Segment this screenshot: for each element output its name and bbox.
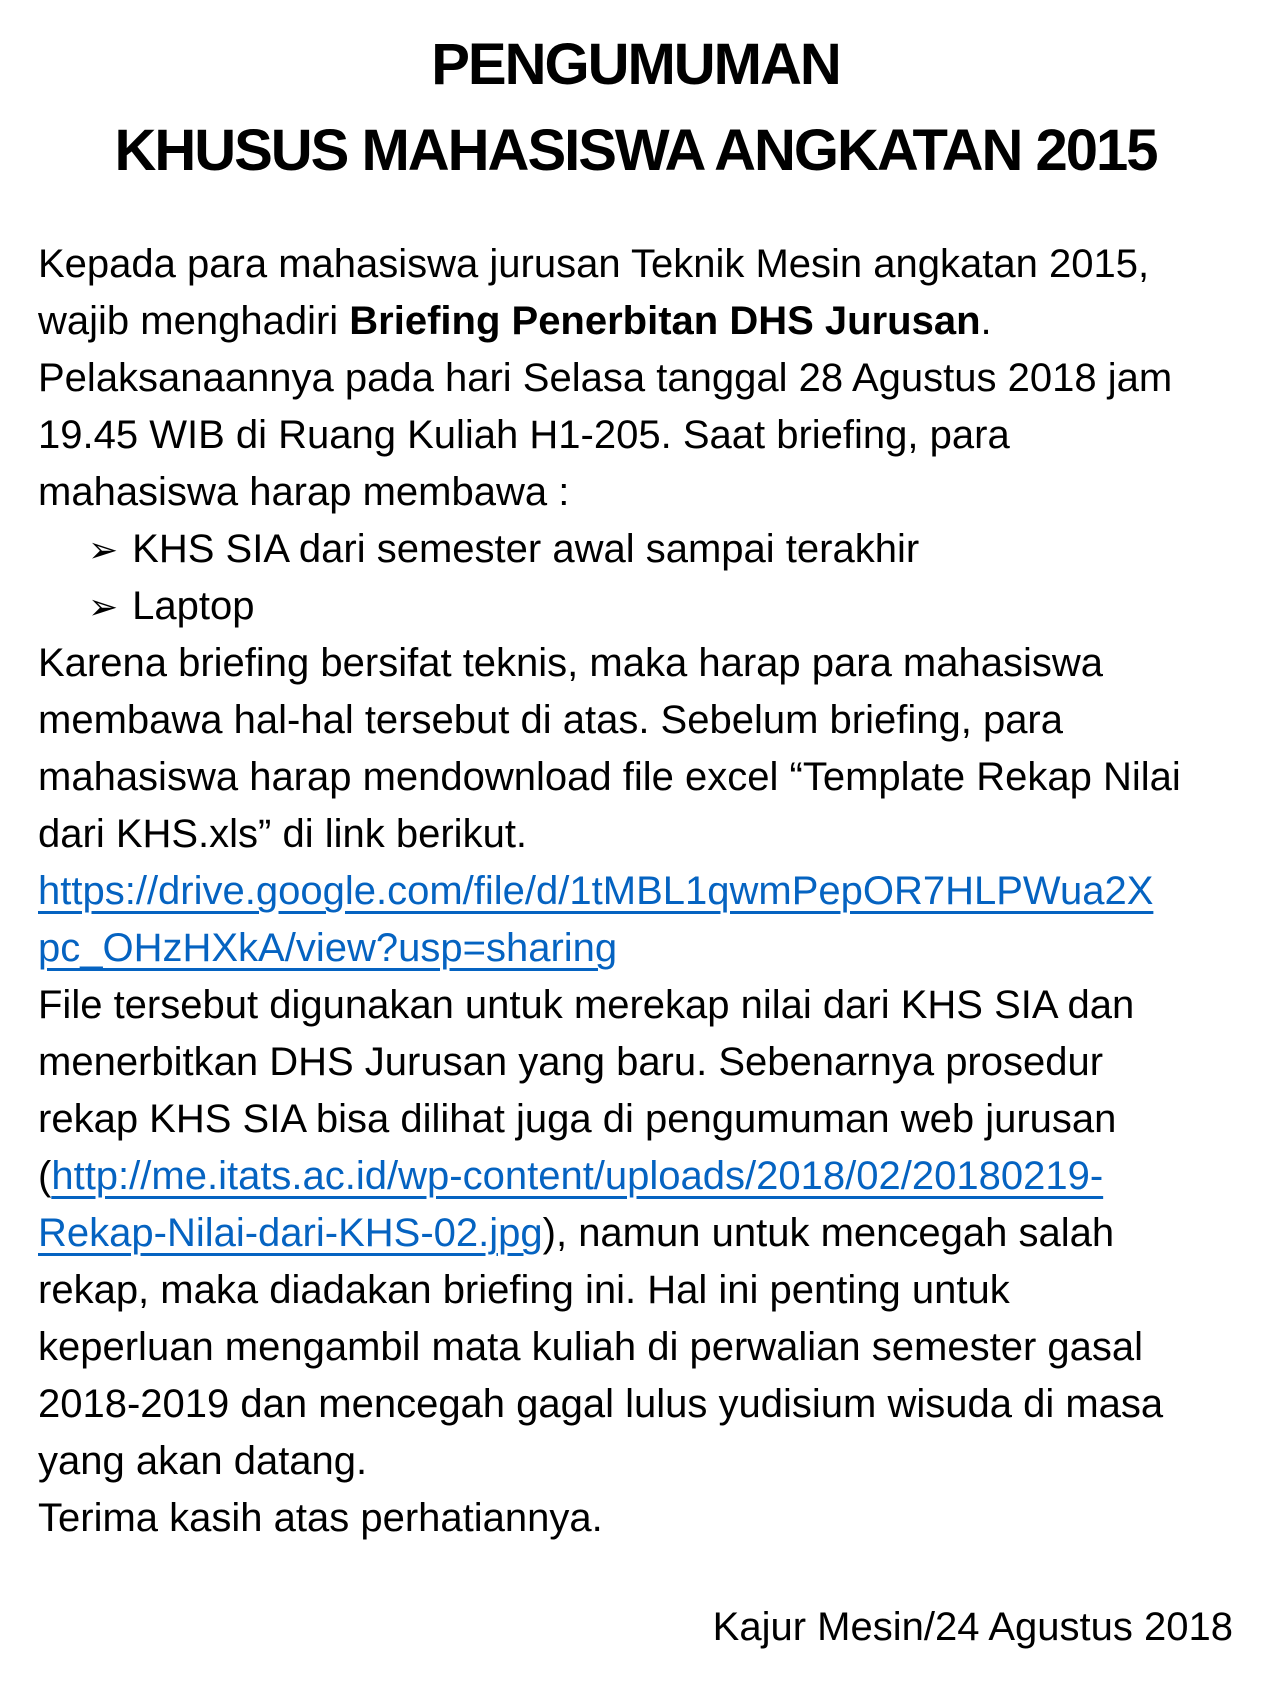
text-run: mahasiswa harap mendownload file excel “Template Rekap Nilai (38, 755, 1181, 799)
paragraph-line (38, 1490, 1233, 1547)
text-run: Kajur Mesin/24 Agustus 2018 (712, 1605, 1233, 1649)
paragraph-line (38, 863, 1233, 920)
web-jurusan-link-line-1[interactable]: http://me.itats.ac.id/wp-content/uploads/2018/02/20180219- (51, 1154, 1104, 1198)
text-run: KHS SIA dari semester awal sampai terakhir (132, 527, 920, 571)
text-run: wajib menghadiri (38, 299, 350, 343)
paragraph-line (38, 977, 1233, 1034)
document-body (38, 236, 1233, 1656)
paragraph-line (38, 806, 1233, 863)
text-run: File tersebut digunakan untuk merekap nilai dari KHS SIA dan (38, 983, 1135, 1027)
drive-link-line-2[interactable]: pc_OHzHXkA/view?usp=sharing (38, 926, 618, 970)
paragraph-line (38, 293, 1233, 350)
paragraph-line (38, 1205, 1233, 1262)
text-run: menerbitkan DHS Jurusan yang baru. Sebenarnya prosedur (38, 1040, 1104, 1084)
drive-link-line-1[interactable]: https://drive.google.com/file/d/1tMBL1qwmPepOR7HLPWua2X (38, 869, 1154, 913)
paragraph-line (38, 1148, 1233, 1205)
paragraph-line (38, 1091, 1233, 1148)
web-jurusan-link-line-2[interactable]: Rekap-Nilai-dari-KHS-02.jpg (38, 1211, 543, 1255)
text-run: keperluan mengambil mata kuliah di perwalian semester gasal (38, 1325, 1144, 1369)
paragraph-line (38, 749, 1233, 806)
paragraph-line (38, 1376, 1233, 1433)
text-run: Terima kasih atas perhatiannya. (38, 1496, 603, 1540)
paragraph-line (38, 407, 1233, 464)
text-run: Pelaksanaannya pada hari Selasa tanggal 28 Agustus 2018 jam (38, 356, 1173, 400)
bullet-item (38, 578, 1233, 635)
bold-text-run: Briefing Penerbitan DHS Jurusan (349, 299, 981, 343)
paragraph-line (38, 1433, 1233, 1490)
paragraph-line (38, 1262, 1233, 1319)
signature-line (38, 1599, 1233, 1656)
text-run: Karena briefing bersifat teknis, maka harap para mahasiswa (38, 641, 1103, 685)
paragraph-line (38, 635, 1233, 692)
text-run: mahasiswa harap membawa : (38, 470, 570, 514)
text-run: dari KHS.xls” di link berikut. (38, 812, 528, 856)
document-title-line-1: PENGUMUMAN (431, 32, 840, 97)
document-title (38, 22, 1233, 194)
paragraph-line (38, 1319, 1233, 1376)
document-title-line-2: KHUSUS MAHASISWA ANGKATAN 2015 (114, 118, 1157, 183)
text-run: membawa hal-hal tersebut di atas. Sebelum briefing, para (38, 698, 1063, 742)
text-run: . (980, 299, 992, 343)
arrow-bullet-icon: ➢ (88, 529, 119, 570)
paragraph-line (38, 236, 1233, 293)
paragraph-line (38, 350, 1233, 407)
text-run: ( (38, 1154, 52, 1198)
arrow-bullet-icon: ➢ (88, 586, 119, 627)
paragraph-line (38, 464, 1233, 521)
text-run: 2018-2019 dan mencegah gagal lulus yudisium wisuda di masa (38, 1382, 1164, 1426)
text-run: yang akan datang. (38, 1439, 368, 1483)
paragraph-line (38, 692, 1233, 749)
text-run: 19.45 WIB di Ruang Kuliah H1-205. Saat briefing, para (38, 413, 1010, 457)
text-run: rekap KHS SIA bisa dilihat juga di pengumuman web jurusan (38, 1097, 1117, 1141)
text-run: ), namun untuk mencegah salah (542, 1211, 1115, 1255)
bullet-item (38, 521, 1233, 578)
text-run: Laptop (132, 584, 255, 628)
paragraph-line (38, 920, 1233, 977)
text-run: Kepada para mahasiswa jurusan Teknik Mesin angkatan 2015, (38, 242, 1150, 286)
text-run: rekap, maka diadakan briefing ini. Hal ini penting untuk (38, 1268, 1010, 1312)
paragraph-line (38, 1034, 1233, 1091)
